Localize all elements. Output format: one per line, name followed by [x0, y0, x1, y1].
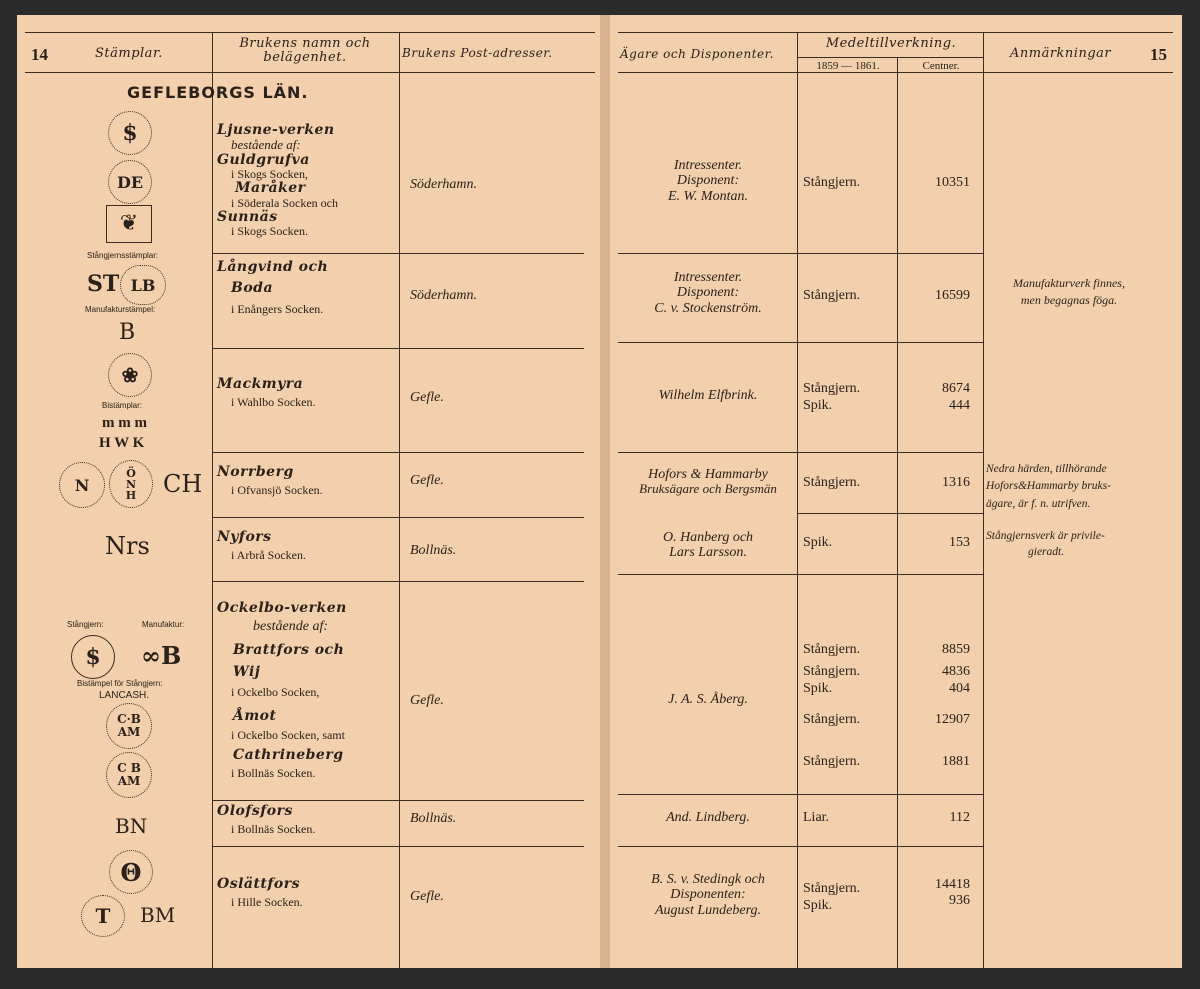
amount: 1881: [942, 754, 970, 769]
amount: 12907: [935, 712, 970, 727]
stamp-mmm: m m m: [102, 415, 147, 431]
page-number-left: 14: [31, 45, 48, 64]
product: Stångjern.: [803, 754, 861, 769]
label-lancash: LANCASH.: [99, 690, 150, 701]
works-name-ljusne: Ljusne-verken bestående af: Guldgrufva i Skogs Socken, Maråker i Söderala Socken och Sunnäs i Skogs Socken.: [217, 122, 338, 239]
product: Spik.: [803, 398, 833, 413]
column-divider: [212, 32, 213, 968]
remark-langvind: Manufakturverk finnes, men begagnas föga.: [1013, 276, 1125, 307]
product: Stångjern.: [803, 288, 861, 303]
post-address: Söderhamn.: [410, 288, 478, 303]
header-unit: Centner.: [922, 60, 960, 72]
stamp-lb: LB: [120, 265, 166, 305]
row-rule: [212, 348, 584, 349]
subheader-rule: [797, 57, 983, 58]
left-page: [17, 15, 600, 968]
header-bottom-rule: [25, 72, 595, 73]
amount: 14418: [935, 877, 970, 892]
header-post-address: Brukens Post-adresser.: [402, 46, 553, 60]
header-bottom-rule: [618, 72, 1173, 73]
header-works-name: Brukens namn och belägenhet.: [239, 36, 371, 66]
stamp-cbam-2: C B AM: [106, 752, 152, 798]
amount: 153: [949, 535, 970, 550]
works-name-olofsfors: Olofsfors i Bollnäs Socken.: [217, 803, 316, 837]
stamp-t: T: [81, 895, 125, 937]
works-name-norrberg: Norrberg i Ofvansjö Socken.: [217, 464, 323, 498]
county-heading: GEFLEBORGS LÄN.: [127, 83, 309, 102]
stamp-ljusne-1: $: [108, 111, 152, 155]
owner-mackmyra: Wilhelm Elfbrink.: [658, 388, 758, 403]
product: Stångjern.: [803, 712, 861, 727]
row-rule: [797, 513, 983, 514]
label-bistamplar: Bistämplar:: [102, 401, 143, 410]
post-address: Gefle.: [410, 390, 444, 405]
product: Stångjern.: [803, 175, 861, 190]
header-remarks: Anmärkningar: [1010, 46, 1112, 61]
stamp-ljusne-2: DE: [108, 160, 152, 204]
row-rule: [212, 253, 584, 254]
row-rule: [212, 846, 584, 847]
label-stangjernsstamplar: Stångjernsstämplar:: [87, 251, 159, 260]
right-page: [610, 15, 1182, 968]
stamp-n: N: [59, 462, 105, 508]
works-name-langvind: Långvind och Boda i Enångers Socken.: [217, 259, 329, 316]
row-rule: [212, 452, 584, 453]
header-years: 1859 — 1861.: [816, 60, 880, 72]
amount: 112: [949, 810, 970, 825]
owner-nyfors: O. Hanberg och Lars Larsson.: [662, 530, 754, 561]
row-rule: [212, 800, 584, 801]
stamp-ockelbo-mf: ∞B: [141, 641, 182, 670]
product: Stångjern.: [803, 381, 861, 396]
amount: 8674: [942, 381, 970, 396]
post-address: Gefle.: [410, 473, 444, 488]
works-name-oslattfors: Oslättfors i Hille Socken.: [217, 876, 303, 910]
product: Spik.: [803, 898, 833, 913]
post-address: Bollnäs.: [410, 543, 457, 558]
post-address: Gefle.: [410, 889, 444, 904]
remark-nyfors: Stångjernsverk är privile- gieradt.: [986, 530, 1105, 559]
stamp-cbam-1: C·B AM: [106, 703, 152, 749]
owner-langvind: Intressenter. Disponent: C. v. Stockenström.: [654, 270, 762, 316]
stamp-b: B: [119, 320, 136, 345]
label-manufaktur: Manufaktur:: [142, 620, 185, 629]
amount: 1316: [942, 475, 970, 490]
works-name-ockelbo: Ockelbo-verken bestående af: Brattfors och Wij i Ockelbo Socken, Åmot i Ockelbo Socken, samt Cathrineberg i Bollnäs Socken.: [217, 600, 347, 780]
stamp-ockelbo-s: $: [71, 635, 115, 679]
label-stangjern: Stångjern:: [67, 620, 104, 629]
amount: 10351: [935, 175, 970, 190]
row-rule: [618, 452, 983, 453]
stamp-hwk: H W K: [99, 435, 145, 451]
row-rule: [618, 794, 983, 795]
row-rule: [618, 342, 983, 343]
owner-norrberg: Hofors & Hammarby Bruksägare och Bergsmän: [639, 467, 777, 497]
amount: 444: [949, 398, 970, 413]
stamp-onh: Ö N H: [109, 460, 153, 508]
remark-norrberg: Nedra härden, tillhörande Hofors&Hammarby bruks- ägare, är f. n. utrifven.: [986, 463, 1111, 510]
stamp-ch: CH: [163, 470, 203, 498]
product: Stångjern.: [803, 881, 861, 896]
label-manufakturstampel: Manufakturstämpel:: [85, 305, 156, 314]
row-rule: [618, 253, 983, 254]
works-name-mackmyra: Mackmyra i Wahlbo Socken.: [217, 376, 316, 410]
post-address: Gefle.: [410, 693, 444, 708]
header-top-rule: [618, 32, 1173, 33]
header-stamps: Stämplar.: [95, 46, 163, 61]
product: Stångjern.: [803, 642, 861, 657]
header-avg-production: Medeltillverkning.: [825, 36, 957, 51]
column-divider: [983, 32, 984, 968]
owner-ockelbo: J. A. S. Åberg.: [668, 692, 748, 707]
owner-oslattfors: B. S. v. Stedingk och Disponenten: August Lundeberg.: [651, 872, 765, 918]
amount: 16599: [935, 288, 970, 303]
product: Liar.: [803, 810, 830, 825]
stamp-st: ST: [87, 271, 120, 297]
owner-ljusne: Intressenter. Disponent: E. W. Montan.: [668, 158, 748, 204]
stamp-nrs: Nrs: [105, 532, 150, 560]
leaf-stamp-icon: ❦: [106, 205, 152, 243]
grapes-stamp-icon: ❀: [108, 353, 152, 397]
amount: 8859: [942, 642, 970, 657]
amount: 404: [949, 681, 970, 696]
stamp-bm: BM: [140, 903, 176, 927]
owner-olofsfors: And. Lindberg.: [666, 810, 750, 825]
row-rule: [618, 574, 983, 575]
post-address: Söderhamn.: [410, 177, 478, 192]
product: Spik.: [803, 681, 833, 696]
label-bistampel-for: Bistämpel för Stångjern:: [77, 679, 163, 688]
row-rule: [212, 517, 584, 518]
header-top-rule: [25, 32, 595, 33]
column-divider: [399, 32, 400, 968]
amount: 936: [949, 893, 970, 908]
works-name-nyfors: Nyfors i Arbrå Socken.: [217, 529, 306, 563]
page-number-right: 15: [1150, 45, 1167, 64]
amount: 4836: [942, 664, 970, 679]
post-address: Bollnäs.: [410, 811, 457, 826]
row-rule: [618, 846, 983, 847]
row-rule: [212, 581, 584, 582]
product: Stångjern.: [803, 664, 861, 679]
header-owners: Ägare och Disponenter.: [620, 47, 774, 61]
stamp-ob: Θ: [109, 850, 153, 894]
product: Spik.: [803, 535, 833, 550]
product: Stångjern.: [803, 475, 861, 490]
stamp-bn: BN: [115, 814, 148, 838]
